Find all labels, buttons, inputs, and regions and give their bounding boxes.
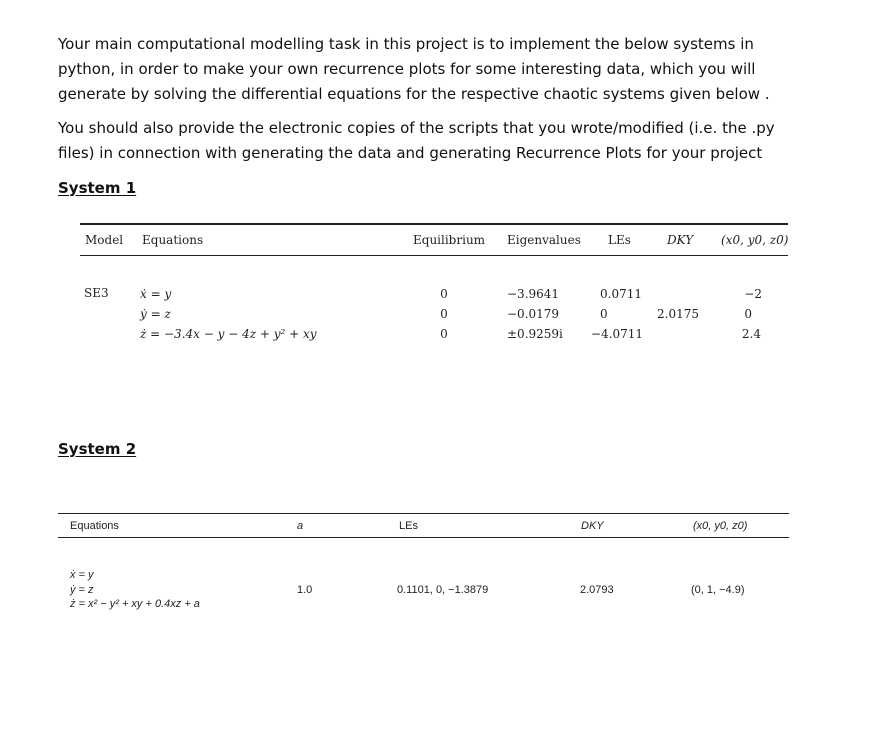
table-top-rule — [80, 223, 788, 225]
header-equations: Equations — [142, 233, 204, 247]
lyapunov-exponent: −4.0711 — [591, 327, 644, 341]
lyapunov-exponents: 0.1101, 0, −1.3879 — [397, 584, 489, 596]
equilibrium-value: 0 — [440, 287, 448, 301]
equation-y: ẏ = z — [70, 584, 94, 596]
header-initial: (x0, y0, z0) — [693, 520, 748, 532]
intro-line: generate by solving the differential equations for the respective chaotic systems given below . — [58, 85, 770, 103]
intro-paragraph-2 — [58, 116, 818, 166]
header-equations: Equations — [70, 520, 119, 532]
eigenvalue: −3.9641 — [507, 287, 560, 301]
initial-z0: 2.4 — [741, 327, 761, 341]
equation-x: ẋ = y — [70, 569, 94, 581]
table-top-rule — [58, 513, 789, 514]
table-header-rule — [80, 255, 788, 256]
intro-line: python, in order to make your own recurrence plots for some interesting data, which you will — [58, 60, 756, 78]
header-dky: DKY — [667, 233, 694, 247]
initial-y0: 0 — [744, 307, 752, 321]
equation-y: ẏ = z — [140, 307, 171, 321]
eigenvalue: ±0.9259i — [507, 327, 563, 341]
equilibrium-value: 0 — [440, 327, 448, 341]
equilibrium-value: 0 — [440, 307, 448, 321]
header-eigenvalues: Eigenvalues — [507, 233, 581, 247]
equation-z: ż = x² − y² + xy + 0.4xz + a — [70, 598, 200, 610]
system-1-heading: System 1 — [58, 179, 137, 197]
header-model: Model — [85, 233, 124, 247]
intro-line: Your main computational modelling task in this project is to implement the below systems in — [58, 35, 754, 53]
eigenvalue: −0.0179 — [507, 307, 560, 321]
dky-value: 2.0175 — [657, 307, 699, 321]
intro-paragraph-1 — [58, 32, 818, 107]
equation-x: ẋ = y — [140, 287, 172, 301]
initial-x0: −2 — [744, 287, 762, 301]
system-2-heading: System 2 — [58, 440, 137, 458]
lyapunov-exponent: 0 — [600, 307, 608, 321]
intro-line: files) in connection with generating the data and generating Recurrence Plots for your project — [58, 144, 763, 162]
initial-condition: (0, 1, −4.9) — [691, 584, 745, 596]
a-value: 1.0 — [297, 584, 313, 596]
header-les: LEs — [608, 233, 631, 247]
header-les: LEs — [399, 520, 418, 532]
header-equilibrium: Equilibrium — [413, 233, 486, 247]
intro-line: You should also provide the electronic copies of the scripts that you wrote/modified (i.e. the .py — [58, 119, 775, 137]
header-a: a — [297, 520, 304, 532]
dky-value: 2.0793 — [580, 584, 614, 596]
lyapunov-exponent: 0.0711 — [600, 287, 642, 301]
equation-z: ż = −3.4x − y − 4z + y² + xy — [140, 327, 317, 341]
header-initial: (x0, y0, z0) — [721, 233, 789, 247]
model-name: SE3 — [84, 286, 109, 300]
header-dky: DKY — [581, 520, 604, 532]
table-header-rule — [58, 537, 789, 538]
